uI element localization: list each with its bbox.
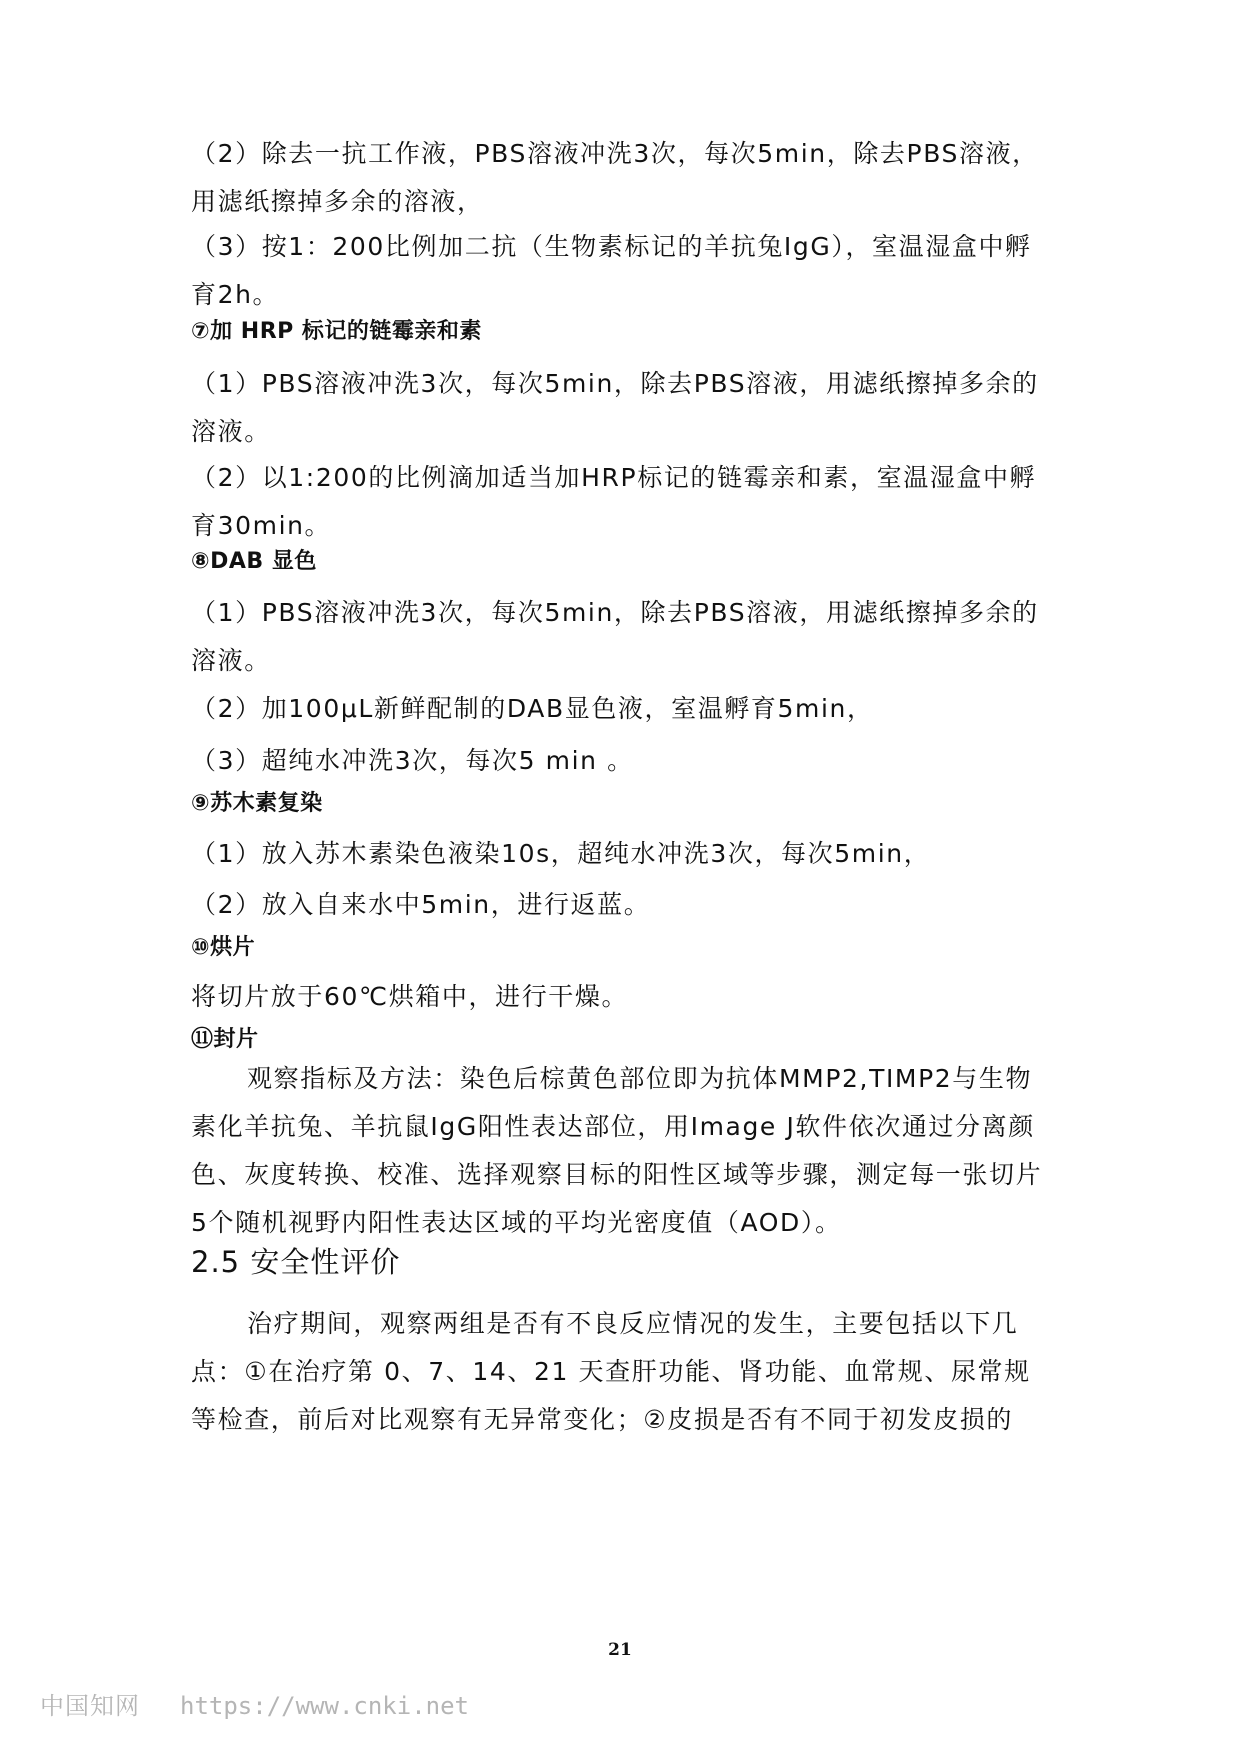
- paragraph-safety-evaluation: 治疗期间，观察两组是否有不良反应情况的发生，主要包括以下几点：①在治疗第 0、7、14、21 天查肝功能、肾功能、血常规、尿常规等检查，前后对比观察有无异常变化；②皮损是否有不同于初发皮损的: [191, 1309, 1031, 1434]
- watermark-url: https://www.cnki.net: [180, 1692, 469, 1720]
- page-number: 21: [608, 1640, 632, 1660]
- step-heading-10: ⑩烘片: [191, 935, 256, 960]
- paragraph-step-2-hrp: （2）以1:200的比例滴加适当加HRP标记的链霉亲和素，室温湿盒中孵育30min。: [191, 463, 1037, 540]
- section-heading-2-5: 2.5 安全性评价: [191, 1245, 401, 1279]
- paragraph-step-3-water-wash: （3）超纯水冲洗3次，每次5 min 。: [191, 746, 634, 775]
- paragraph-step-1-pbs-wash: （1）PBS溶液冲洗3次，每次5min，除去PBS溶液，用滤纸擦掉多余的溶液。: [191, 369, 1039, 446]
- step-heading-7: ⑦加 HRP 标记的链霉亲和素: [191, 319, 482, 344]
- cnki-watermark: [40, 1690, 469, 1722]
- step-heading-8: ⑧DAB 显色: [191, 549, 317, 574]
- paragraph-step-1-pbs-wash-2: （1）PBS溶液冲洗3次，每次5min，除去PBS溶液，用滤纸擦掉多余的溶液。: [191, 598, 1039, 675]
- paragraph-drying: 将切片放于60℃烘箱中，进行干燥。: [191, 982, 629, 1011]
- paragraph-step-2-dab: （2）加100μL新鲜配制的DAB显色液，室温孵育5min，: [191, 694, 874, 723]
- paragraph-observation-method: 观察指标及方法：染色后棕黄色部位即为抗体MMP2,TIMP2与生物素化羊抗兔、羊抗鼠IgG阳性表达部位，用Image J软件依次通过分离颜色、灰度转换、校准、选择观察目标的阳性区域等步骤，测定每一张切片5个随机视野内阳性表达区域的平均光密度值（AOD）。: [191, 1064, 1043, 1237]
- paragraph-step-3-secondary-antibody: （3）按1：200比例加二抗（生物素标记的羊抗兔IgG），室温湿盒中孵育2h。: [191, 232, 1032, 309]
- watermark-site-name: 中国知网: [40, 1692, 140, 1720]
- step-heading-11: ⑪封片: [191, 1027, 259, 1052]
- paragraph-step-2-remove-primary: （2）除去一抗工作液，PBS溶液冲洗3次，每次5min，除去PBS溶液，用滤纸擦掉多余的溶液，: [191, 139, 1039, 216]
- paragraph-step-1-hematoxylin: （1）放入苏木素染色液染10s，超纯水冲洗3次，每次5min，: [191, 839, 931, 868]
- step-heading-9: ⑨苏木素复染: [191, 791, 323, 816]
- paragraph-step-2-bluing: （2）放入自来水中5min，进行返蓝。: [191, 890, 651, 919]
